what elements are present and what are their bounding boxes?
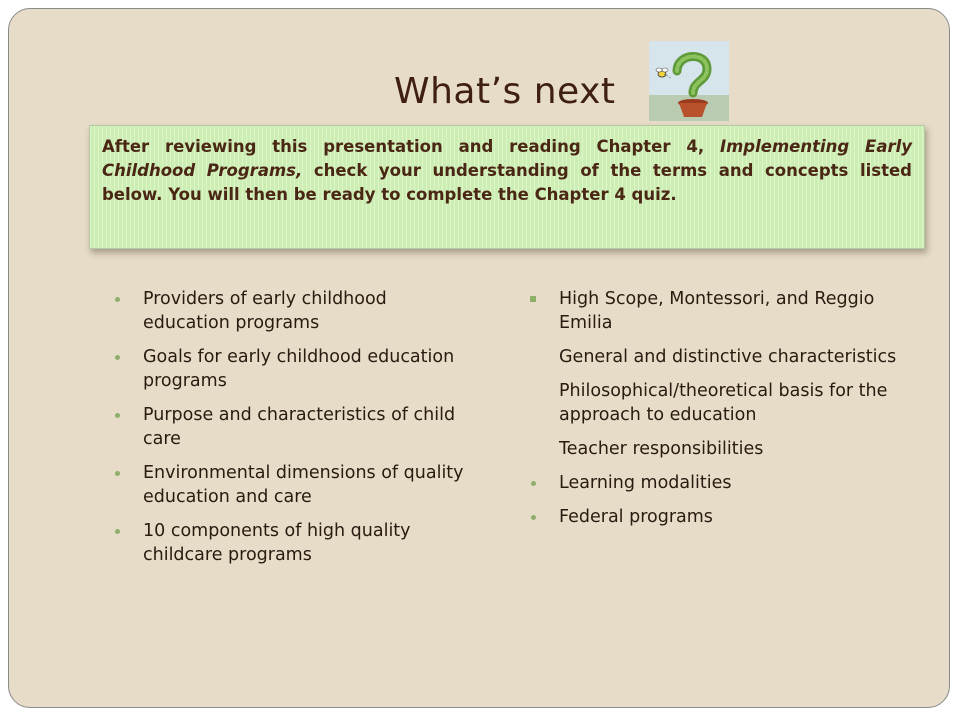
- list-item-text: Philosophical/theoretical basis for the approach to education: [559, 381, 888, 425]
- bullet-dot-icon: [115, 297, 120, 302]
- list-item-text: 10 components of high quality childcare programs: [143, 521, 411, 565]
- instructions-callout: [89, 125, 925, 249]
- list-item: [113, 519, 473, 567]
- list-item: [529, 505, 929, 529]
- bullet-dot-icon: [115, 413, 120, 418]
- instructions-text: [102, 135, 912, 207]
- list-item-text: Teacher responsibilities: [559, 439, 764, 459]
- slide: [8, 8, 950, 708]
- list-item: [113, 403, 473, 451]
- bullet-dot-icon: [115, 355, 120, 360]
- list-item-text: Purpose and characteristics of child care: [143, 405, 456, 449]
- instructions-part-1: After reviewing this presentation and reading Chapter 4,: [102, 137, 720, 156]
- question-mark-plant-icon: [649, 41, 729, 121]
- list-item: [113, 461, 473, 509]
- bullet-dot-icon: [531, 481, 536, 486]
- list-item: [529, 287, 929, 335]
- instructions-part-2: check your understanding of the terms and concepts listed below. You will then be ready to complete the Chapter 4 quiz.: [102, 161, 912, 204]
- list-item-text: Goals for early childhood education programs: [143, 347, 455, 391]
- list-item: [529, 345, 929, 369]
- chapter-book-title: Implementing Early Childhood Programs,: [102, 137, 912, 180]
- right-topic-list: [529, 287, 929, 539]
- bullet-square-icon: [530, 296, 536, 302]
- list-item-text: Learning modalities: [559, 473, 732, 493]
- slide-title: What’s next: [394, 71, 616, 112]
- list-item-text: Providers of early childhood education programs: [143, 289, 387, 333]
- list-item: [113, 345, 473, 393]
- list-item: [113, 287, 473, 335]
- list-item-text: General and distinctive characteristics: [559, 347, 897, 367]
- left-topic-list: [113, 287, 473, 577]
- bullet-dot-icon: [115, 529, 120, 534]
- bullet-dot-icon: [115, 471, 120, 476]
- list-item-text: High Scope, Montessori, and Reggio Emilia: [559, 289, 875, 333]
- list-item: [529, 471, 929, 495]
- list-item: [529, 437, 929, 461]
- bullet-dot-icon: [531, 515, 536, 520]
- list-item-text: Federal programs: [559, 507, 713, 527]
- list-item-text: Environmental dimensions of quality education and care: [143, 463, 464, 507]
- list-item: [529, 379, 929, 427]
